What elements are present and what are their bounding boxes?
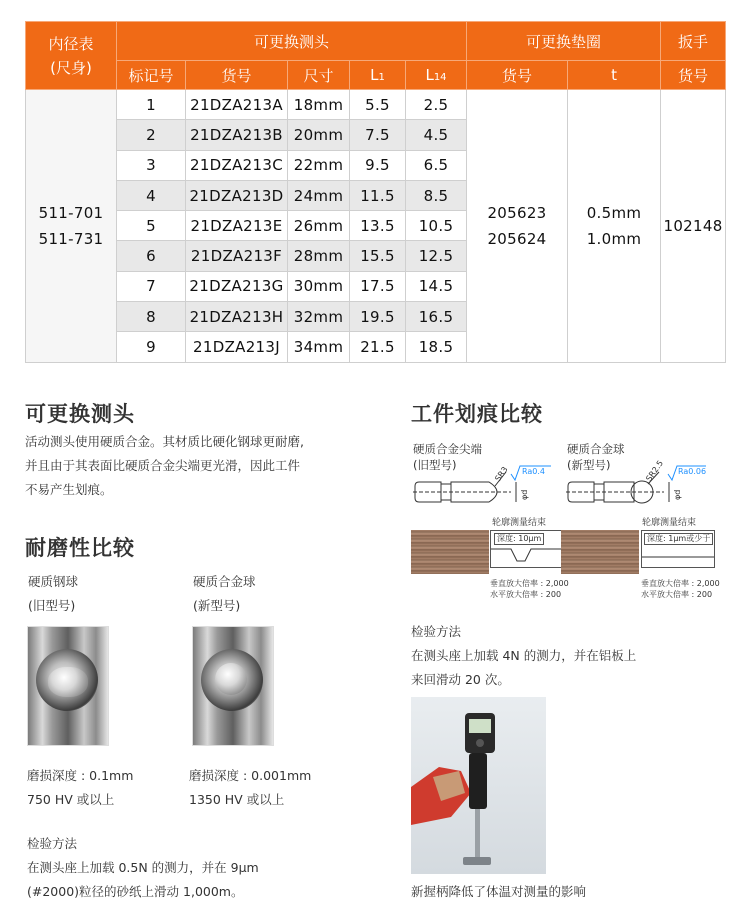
old-scale-info (490, 578, 569, 600)
bore-gauge-model: 511-701 (38, 203, 104, 222)
old-radius-label: SR3 (493, 465, 510, 484)
cell-mark: 1 (117, 90, 186, 120)
old-tip-caption-line2: (旧型号) (413, 458, 457, 472)
cell-size: 24mm (288, 180, 350, 210)
steel-ball-wear-photo (27, 626, 109, 746)
cell-l1: 11.5 (350, 180, 406, 210)
scratch-method-line: 在测头座上加载 4N 的测力，并在铝板上 (411, 648, 637, 663)
cell-size: 32mm (288, 302, 350, 332)
steel-ball-caption (28, 570, 78, 618)
cell-mark: 3 (117, 150, 186, 180)
cell-part: 21DZA213D (186, 180, 288, 210)
washer-part-no-header: 货号 (467, 61, 568, 90)
cell-part: 21DZA213A (186, 90, 288, 120)
probe-header: 可更换测头 (117, 22, 467, 61)
l14-subscript: 14 (433, 72, 447, 83)
cell-size: 30mm (288, 271, 350, 301)
cell-l14: 18.5 (406, 332, 467, 362)
dial-button (476, 739, 484, 747)
cell-part: 21DZA213G (186, 271, 288, 301)
probe-desc-line: 活动测头使用硬质合金。其材质比硬化钢球更耐磨, (25, 434, 304, 449)
carbide-ball-caption (193, 570, 256, 618)
gauge-photo-caption: 新握柄降低了体温对测量的影响 (411, 884, 587, 899)
cell-mark: 9 (117, 332, 186, 362)
scratch-section-title: 工件划痕比较 (411, 402, 543, 426)
cell-part: 21DZA213J (186, 332, 288, 362)
cell-size: 22mm (288, 150, 350, 180)
cell-l1: 15.5 (350, 241, 406, 271)
wear-test-method (27, 832, 259, 904)
carbide-ball-wear-depth: 磨损深度 : 0.001mm (189, 768, 312, 783)
dial-indicator-display (469, 719, 491, 733)
cell-l14: 10.5 (406, 211, 467, 241)
size-header: 尺寸 (288, 61, 350, 90)
probe-desc-line: 不易产生划痕。 (25, 482, 113, 497)
new-ball-caption-line1: 硬质合金球 (567, 442, 625, 456)
l14-letter: L (425, 66, 434, 84)
carbide-ball-wear-result (189, 764, 311, 812)
bore-gauge-header (26, 22, 117, 90)
bore-gauge-header-line2: (尺身) (50, 58, 92, 77)
washer-part-nos-cell-value: 205624 (487, 229, 547, 248)
old-profile-line (491, 549, 563, 561)
gauge-rod (475, 809, 480, 857)
cell-l14: 6.5 (406, 150, 467, 180)
old-roughness-label: Ra0.4 (522, 467, 546, 476)
l1-letter: L (370, 66, 379, 84)
old-vertical-scale: 垂直放大倍率 : 2,000 (490, 579, 569, 588)
new-diameter-label: φd (673, 489, 682, 500)
scratch-test-method (411, 620, 636, 692)
probe-section-description (25, 430, 365, 502)
new-horizontal-scale: 水平放大倍率 : 200 (641, 590, 713, 599)
wrench-header: 扳手 (661, 22, 726, 61)
washer-t-header: t (568, 61, 661, 90)
old-depth-tag: 深度: 10μm (494, 533, 544, 545)
cell-l1: 7.5 (350, 120, 406, 150)
cell-size: 34mm (288, 332, 350, 362)
new-profile-title: 轮廓测量结束 (642, 518, 697, 528)
steel-ball-wear-depth: 磨损深度 : 0.1mm (27, 768, 134, 783)
cell-part: 21DZA213E (186, 211, 288, 241)
wrench-part-no-header: 货号 (661, 61, 726, 90)
new-depth-tag: 深度: 1μm或少于 (644, 533, 713, 545)
new-vertical-scale: 垂直放大倍率 : 2,000 (641, 579, 720, 588)
cell-l1: 5.5 (350, 90, 406, 120)
cell-l1: 19.5 (350, 302, 406, 332)
bore-gauge-models-cell (26, 90, 117, 363)
probe-section-title: 可更换测头 (25, 402, 135, 426)
l14-header (406, 61, 467, 90)
new-probe-drawing (564, 458, 714, 514)
cell-part: 21DZA213H (186, 302, 288, 332)
bore-gauge-illustration (411, 697, 546, 874)
bore-gauge-model: 511-731 (38, 229, 104, 248)
measuring-head (463, 857, 491, 865)
carbide-ball (215, 663, 247, 695)
cell-mark: 8 (117, 302, 186, 332)
steel-ball-caption-line1: 硬质钢球 (28, 574, 79, 589)
wrench-part-no-cell: 102148 (661, 90, 726, 363)
mark-no-header: 标记号 (117, 61, 186, 90)
cell-size: 18mm (288, 90, 350, 120)
cell-size: 26mm (288, 211, 350, 241)
carbide-ball-wear-photo (192, 626, 274, 746)
wear-method-line: 在测头座上加载 0.5N 的测力，并在 9μm (27, 860, 259, 875)
cell-mark: 7 (117, 271, 186, 301)
steel-ball-caption-line2: (旧型号) (28, 598, 76, 613)
washer-part-nos-cell (467, 90, 568, 363)
scratch-method-line: 来回滑动 20 次。 (411, 672, 510, 687)
l1-subscript: 1 (378, 72, 385, 83)
steel-ball-wear-result (27, 764, 133, 812)
cell-l14: 12.5 (406, 241, 467, 271)
cell-size: 28mm (288, 241, 350, 271)
washer-header: 可更换垫圈 (467, 22, 661, 61)
cell-l14: 8.5 (406, 180, 467, 210)
cell-mark: 5 (117, 211, 186, 241)
bore-gauge-header-line1: 内径表 (48, 34, 94, 53)
cell-part: 21DZA213C (186, 150, 288, 180)
washer-t-cell-value: 0.5mm (586, 203, 642, 222)
insulated-grip (469, 753, 487, 809)
new-scale-info (641, 578, 720, 600)
new-radius-label: SR2.5 (644, 458, 666, 484)
cell-l1: 9.5 (350, 150, 406, 180)
new-scratch-surface-photo (561, 530, 639, 574)
cell-l14: 2.5 (406, 90, 467, 120)
l1-header (350, 61, 406, 90)
part-no-header: 货号 (186, 61, 288, 90)
probe-desc-line: 并且由于其表面比硬质合金尖端更光滑，因此工件 (25, 458, 301, 473)
wear-method-title: 检验方法 (27, 836, 78, 851)
cell-l14: 4.5 (406, 120, 467, 150)
spec-table (25, 21, 726, 363)
steel-ball-hardness: 750 HV 或以上 (27, 792, 115, 807)
new-ball-caption-line2: (新型号) (567, 458, 611, 472)
cell-mark: 4 (117, 180, 186, 210)
cell-mark: 6 (117, 241, 186, 271)
cell-l14: 14.5 (406, 271, 467, 301)
new-roughness-label: Ra0.06 (678, 467, 707, 476)
cell-mark: 2 (117, 120, 186, 150)
carbide-ball-caption-line2: (新型号) (193, 598, 241, 613)
cell-part: 21DZA213B (186, 120, 288, 150)
worn-steel-ball (48, 667, 88, 697)
old-probe-drawing (411, 458, 561, 514)
wear-section-title: 耐磨性比较 (25, 536, 135, 560)
wear-method-line: (#2000)粒径的砂纸上滑动 1,000m。 (27, 884, 244, 899)
old-profile-title: 轮廓测量结束 (492, 518, 547, 528)
scratch-method-title: 检验方法 (411, 624, 462, 639)
cell-part: 21DZA213F (186, 241, 288, 271)
old-tip-caption-line1: 硬质合金尖端 (413, 442, 482, 456)
washer-part-nos-cell-value: 205623 (487, 203, 547, 222)
cell-l1: 21.5 (350, 332, 406, 362)
carbide-ball-hardness: 1350 HV 或以上 (189, 792, 285, 807)
cell-l1: 13.5 (350, 211, 406, 241)
old-diameter-label: φd (520, 489, 529, 500)
bore-gauge-in-hand-photo (411, 697, 546, 874)
washer-t-cell-value: 1.0mm (586, 229, 642, 248)
cell-l14: 16.5 (406, 302, 467, 332)
old-horizontal-scale: 水平放大倍率 : 200 (490, 590, 562, 599)
cell-size: 20mm (288, 120, 350, 150)
spec-table-row (26, 90, 726, 120)
old-scratch-surface-photo (411, 530, 489, 574)
washer-t-cell (568, 90, 661, 363)
spec-table-body (26, 90, 726, 363)
carbide-ball-caption-line1: 硬质合金球 (193, 574, 256, 589)
cell-l1: 17.5 (350, 271, 406, 301)
